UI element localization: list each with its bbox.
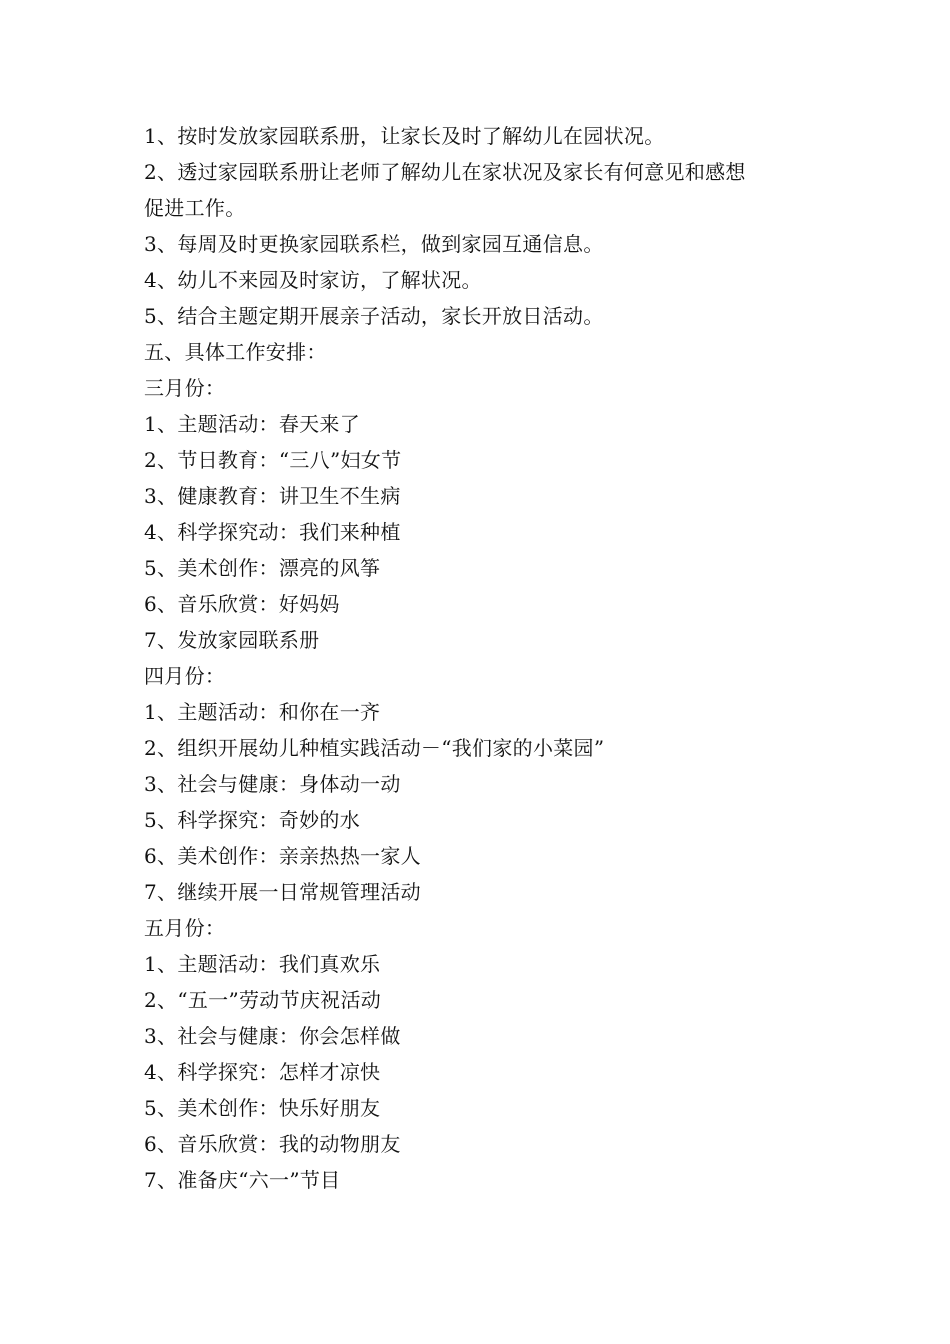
month-heading: 五月份： <box>144 916 226 940</box>
list-item: 7、继续开展一日常规管理活动 <box>144 880 421 904</box>
month-heading: 三月份： <box>144 376 226 400</box>
list-item: 3、社会与健康：你会怎样做 <box>144 1024 401 1048</box>
text-line: 4、幼儿不来园及时家访，了解状况。 <box>144 268 482 292</box>
list-item: 2、组织开展幼儿种植实践活动－“我们家的小菜园” <box>144 736 605 760</box>
document-body <box>144 118 824 1198</box>
list-item: 5、美术创作：漂亮的风筝 <box>144 556 381 580</box>
list-item: 1、主题活动：春天来了 <box>144 412 361 436</box>
text-line: 1、按时发放家园联系册，让家长及时了解幼儿在园状况。 <box>144 124 665 148</box>
list-item: 4、科学探究：怎样才凉快 <box>144 1060 381 1084</box>
list-item: 2、节日教育：“三八”妇女节 <box>144 448 402 472</box>
list-item: 7、发放家园联系册 <box>144 628 320 652</box>
list-item: 1、主题活动：我们真欢乐 <box>144 952 381 976</box>
list-item: 3、健康教育：讲卫生不生病 <box>144 484 401 508</box>
text-line: 促进工作。 <box>144 196 246 220</box>
text-line: 5、结合主题定期开展亲子活动，家长开放日活动。 <box>144 304 604 328</box>
text-line: 3、每周及时更换家园联系栏，做到家园互通信息。 <box>144 232 604 256</box>
list-item: 3、社会与健康：身体动一动 <box>144 772 401 796</box>
text-line: 2、透过家园联系册让老师了解幼儿在家状况及家长有何意见和感想 <box>144 160 746 184</box>
list-item: 1、主题活动：和你在一齐 <box>144 700 381 724</box>
list-item: 7、准备庆“六一”节目 <box>144 1168 341 1192</box>
list-item: 5、美术创作：快乐好朋友 <box>144 1096 381 1120</box>
month-heading: 四月份： <box>144 664 226 688</box>
section-heading: 五、具体工作安排： <box>144 340 327 364</box>
list-item: 6、美术创作：亲亲热热一家人 <box>144 844 421 868</box>
list-item: 5、科学探究：奇妙的水 <box>144 808 361 832</box>
list-item: 2、“五一”劳动节庆祝活动 <box>144 988 382 1012</box>
list-item: 6、音乐欣赏：我的动物朋友 <box>144 1132 401 1156</box>
list-item: 6、音乐欣赏：好妈妈 <box>144 592 340 616</box>
list-item: 4、科学探究动：我们来种植 <box>144 520 401 544</box>
